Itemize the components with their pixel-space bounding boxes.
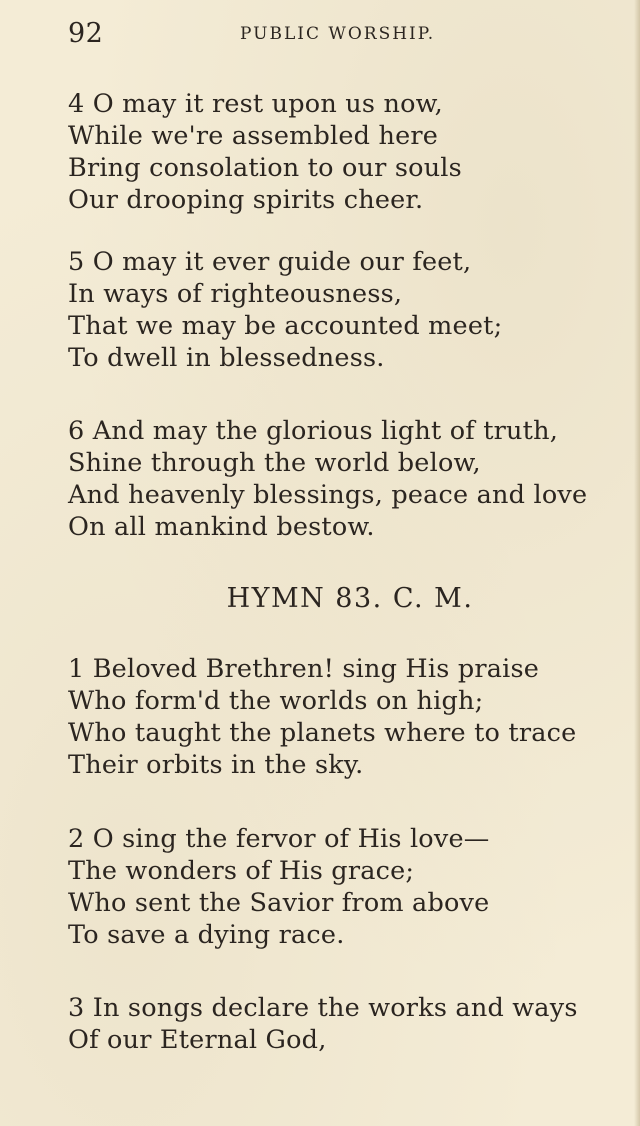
- verse-line: To dwell in blessedness.: [68, 343, 385, 373]
- verse-line: 3 In songs declare the works and ways: [68, 993, 578, 1023]
- verse-line: Who form'd the worlds on high;: [68, 686, 484, 716]
- verse-line: 2 O sing the fervor of His love—: [68, 824, 490, 854]
- verse-line: 4 O may it rest upon us now,: [68, 89, 443, 119]
- verse-line: Shine through the world below,: [68, 448, 481, 478]
- verse-line: Our drooping spirits cheer.: [68, 185, 424, 215]
- verse-line: The wonders of His grace;: [68, 856, 415, 886]
- stanza-2: [68, 823, 489, 951]
- page-header: [68, 18, 608, 50]
- stanza-4: [68, 88, 462, 216]
- page-number: 92: [68, 18, 104, 49]
- verse-line: Bring consolation to our souls: [68, 153, 462, 183]
- verse-line: While we're assembled here: [68, 121, 439, 151]
- page-edge-shadow: [634, 0, 640, 1126]
- hymn-title: HYMN 83. C. M.: [226, 583, 474, 614]
- verse-line: 1 Beloved Brethren! sing His praise: [68, 654, 540, 684]
- stanza-3: [68, 992, 578, 1056]
- verse-line: On all mankind bestow.: [68, 512, 375, 542]
- stanza-6: [68, 415, 587, 543]
- verse-line: 5 O may it ever guide our feet,: [68, 247, 472, 277]
- verse-line: Their orbits in the sky.: [68, 750, 364, 780]
- verse-line: To save a dying race.: [68, 920, 345, 950]
- stanza-5: [68, 246, 502, 374]
- verse-line: Who sent the Savior from above: [68, 888, 490, 918]
- verse-line: Who taught the planets where to trace: [68, 718, 577, 748]
- verse-line: Of our Eternal God,: [68, 1025, 327, 1055]
- running-head: PUBLIC WORSHIP.: [240, 24, 436, 44]
- verse-line: In ways of righteousness,: [68, 279, 403, 309]
- stanza-1: [68, 653, 576, 781]
- verse-line: And heavenly blessings, peace and love: [68, 480, 588, 510]
- verse-line: That we may be accounted meet;: [68, 311, 503, 341]
- verse-line: 6 And may the glorious light of truth,: [68, 416, 559, 446]
